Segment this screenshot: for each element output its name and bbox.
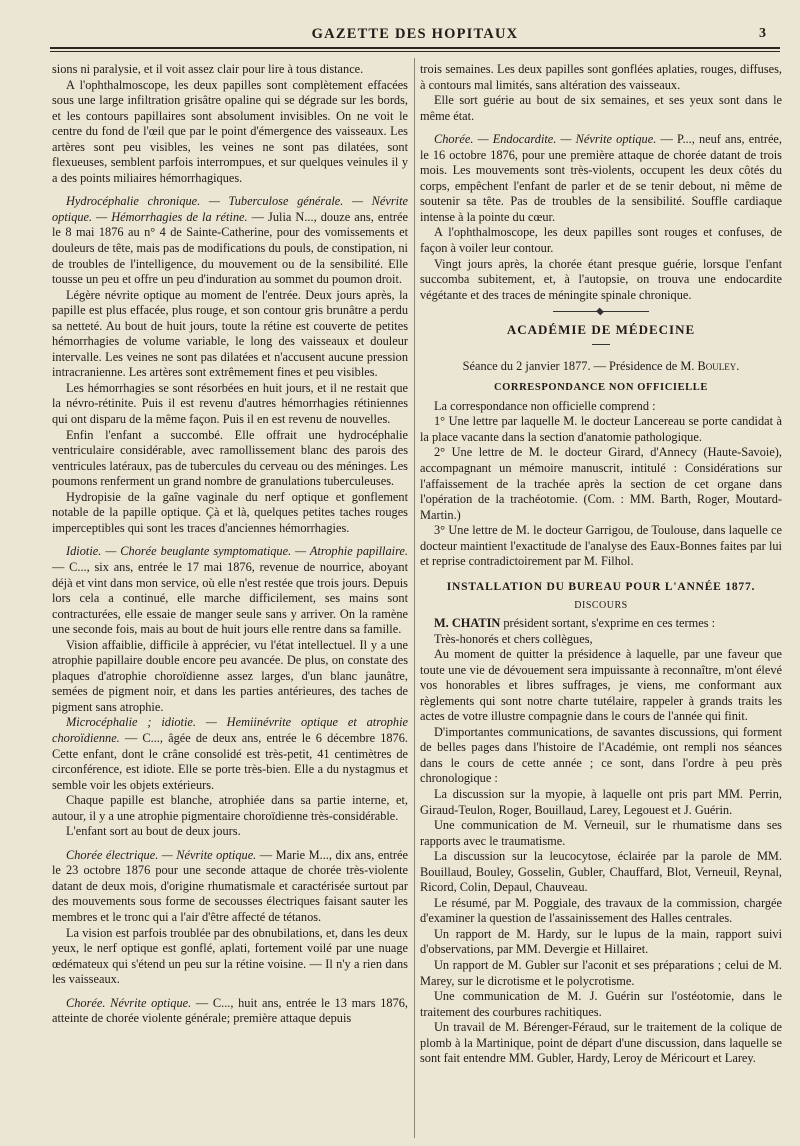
paragraph-text: La vision est parfois troublée par des obnubilations, et, dans les deux yeux, le nerf optique est gonflé, aplati, fortement voilé par une nuage œdémateux qui s'étend un peu sur la rétine voisine. — Il n'y a rien dans les vaisseaux.	[52, 925, 408, 987]
case-heading: Hydrocéphalie chronique. — Tuberculose générale. — Névrite optique. — Hémorrhagies de la rétine.	[52, 194, 408, 224]
paragraph-text: Au moment de quitter la présidence à laquelle, par une faveur que toute une vie de dévouement sera impuissante à reconnaître, m'ont élevé vos honorables et libres suffrages, je viens, me conformant aux règlements qui sont notre charte tutélaire, rappeler à grands traits les actes de votre illustre compagnie dans le cours de l'année qui finit.	[420, 647, 782, 724]
paragraph-text: Le résumé, par M. Poggiale, des travaux de la commission, chargée d'examiner la question de l'assainissement des Halles centrales.	[420, 895, 782, 926]
correspondance-heading: CORRESPONDANCE NON OFFICIELLE	[493, 382, 708, 394]
paragraph	[420, 257, 782, 304]
paragraph-text: sions ni paralysie, et il voit assez clair pour lire à tous distance.	[52, 62, 364, 76]
paragraph-text: Vision affaiblie, difficile à apprécier, vu l'état intellectuel. Il y a une atrophie papillaire double encore peu avancée. De plus, on constate des plaques d'atrophie choroïdienne assez larges, d'un blanc jaunâtre, semées de pigment noir, et dans les parties antérieures, des taches de pigment sans atrophie.	[52, 637, 408, 714]
paragraph-text: Un travail de M. Bérenger-Féraud, sur le traitement de la colique de plomb à la Martinique, point de départ d'une discussion, dans laquelle se sont fait entendre MM. Gubler, Hardy, Leroy de Méricourt et Larey.	[420, 1020, 782, 1066]
paragraph	[420, 818, 782, 849]
paragraph-text: Enfin l'enfant a succombé. Elle offrait une hydrocéphalie ventriculaire considérable, avec ramollissement blanc des parois des ventricules latéraux, pas de tubercules du cerveau ou des méninges. Les poumons renferment un grand nombre de granulations tuberculeuses.	[52, 427, 408, 489]
paragraph	[420, 1020, 782, 1067]
paragraph-text: — C..., six ans, entrée le 17 mai 1876, revenue de nourrice, aboyant déjà et vint dans mon service, où elle n'est restée que trois jours. Depuis lors cela a continué, elle marche difficilement, ses mains sont contracturées, elle essaie de manger seule sans y arriver. On la ramène une seconde fois, mais au bout de huit jours elle rentre dans sa famille.	[52, 559, 408, 637]
paragraph-text: — C..., âgée de deux ans, entrée le 6 décembre 1876. Cette enfant, dont le crâne consolidé est très-petit, 41 centimètres de circonférence, est idiote. Elle se porte très-bien. Elle a du nystagmus et semble voir les objets extérieurs.	[52, 730, 408, 792]
paragraph-text: 3° Une lettre de M. le docteur Garrigou, de Toulouse, dans laquelle ce docteur maintient l'exactitude de l'analyse des Eaux-Bonnes faites par lui et reprise contradictoirement par M. Filhol.	[420, 523, 782, 569]
paragraph	[52, 428, 408, 490]
correspondance-list	[420, 399, 782, 570]
paragraph-text: 1° Une lettre par laquelle M. le docteur Lancereau se porte candidat à la place vacante dans la section d'anatomie pathologique.	[420, 414, 782, 444]
paragraph-text: Un rapport de M. Hardy, sur le lupus de la main, rapport suivi d'observations, par MM. Devergie et Hillairet.	[420, 926, 782, 957]
left-column	[52, 62, 408, 1142]
paragraph-text: président sortant, s'exprime en ces termes :	[500, 615, 716, 630]
paragraph-text: — Julia N..., douze ans, entrée le 8 mai 1876 au n° 4 de Sainte-Catherine, pour des vomissements et douleurs de tête, mais pas de modifications du pouls, de constipation, ni de troubles de l'intelligence, du mouvement ou de la sensibilité. Elle tousse un peu et offre un peu d'induration au sommet du poumon droit.	[52, 209, 408, 287]
paragraph	[52, 288, 408, 381]
paragraph-text: Une communication de M. Verneuil, sur le rhumatisme dans ses rapports avec le traumatisme.	[420, 818, 782, 848]
paragraph	[420, 225, 782, 256]
newspaper-title: GAZETTE DES HOPITAUX	[311, 26, 519, 42]
page-number: 3	[759, 26, 766, 41]
paragraph-text: Une communication de M. J. Guérin sur l'ostéotomie, dans le traitement des courbures rachitiques.	[420, 989, 782, 1019]
paragraph-text: — P..., neuf ans, entrée, le 16 octobre 1876, pour une première attaque de chorée datant de trois mois. Les mouvements sont très-violents, occupent les deux côtés du corps, empêchent l'enfant de parler et de se tenir debout, ni même de soutenir sa tête. Pas de troubles de la sensibilité. Souffle cardiaque intense à la pointe du cœur.	[420, 132, 782, 224]
paragraph	[420, 62, 782, 93]
paragraph	[420, 787, 782, 818]
paragraph-text: L'enfant sort au bout de deux jours.	[66, 824, 241, 839]
paragraph-text: A l'ophthalmoscope, les deux papilles sont complètement effacées sous une large infiltration grisâtre opaline qui se dégrade sur les bords, et les contours papillaires sont absolument invisibles. On ne voit le centre du fond de l'œil que par le point d'émergence des vaisseaux. Les artères sont peu visibles, les veines ne sont pas dilatées, sont flexueuses, semblent parfois interrompues, et sur quelques veinules il y a des points miliaires hémorrhagiques.	[52, 77, 408, 185]
paragraph	[52, 848, 408, 926]
section-title-academie: ACADÉMIE DE MÉDECINE	[506, 322, 696, 338]
paragraph	[420, 958, 782, 989]
title-dash	[592, 344, 610, 345]
paragraph	[52, 715, 408, 793]
paragraph	[52, 793, 408, 824]
case-heading: Chorée électrique. — Névrite optique.	[66, 847, 257, 862]
paragraph-text: — Marie M..., dix ans, entrée le 23 octobre 1876 pour une seconde attaque de chorée très-violente datant de deux mois, d'origine rhumatismale et caractérisée surtout par des mouvements sous forme de secousses électriques faisant sauter les membres et le tronc qui a l'air d'être affecté de tétanos.	[52, 847, 408, 924]
president-name: Bouley	[697, 358, 737, 373]
paragraph	[52, 381, 408, 428]
paragraph	[52, 78, 408, 187]
installation-heading: INSTALLATION DU BUREAU POUR L'ANNÉE 1877.	[446, 580, 756, 593]
paragraph	[420, 896, 782, 927]
paragraph	[52, 194, 408, 287]
paragraph-text: La correspondance non officielle comprend :	[434, 398, 656, 413]
paragraph-text: La discussion sur la leucocytose, éclairée par la parole de MM. Bouillaud, Bouley, Gosselin, Gubler, Chauffard, Blot, Verneuil, Reynal, Ricord, Colin, Depaul, Chauveau.	[420, 849, 782, 895]
paragraph	[420, 647, 782, 725]
right-column	[420, 62, 782, 1142]
paragraph	[420, 132, 782, 225]
paragraph	[420, 989, 782, 1020]
seance-line: Séance du 2 janvier 1877. — Présidence de M. Bouley.	[462, 358, 740, 373]
paragraph	[52, 926, 408, 988]
discours-heading: DISCOURS	[574, 600, 628, 612]
paragraph-text: Un rapport de M. Gubler sur l'aconit et ses préparations ; celui de M. Marey, sur le dicrotisme et le polycrotisme.	[420, 957, 782, 988]
paragraph	[52, 638, 408, 716]
paragraph	[420, 445, 782, 523]
paragraph-text: Vingt jours après, la chorée étant presque guérie, lorsque l'enfant succomba subitement, et, à l'autopsie, on trouva une endocardite végétante et des traces de méningite spinale chronique.	[420, 256, 782, 302]
paragraph-text: Hydropisie de la gaîne vaginale du nerf optique et gonflement notable de la papille optique. Çà et là, quelques petites taches rouges imperceptibles qui sont les traces d'anciennes hémorrhagies.	[52, 489, 408, 535]
paragraph	[420, 927, 782, 958]
case-heading: Idiotie. — Chorée beuglante symptomatique. — Atrophie papillaire.	[66, 544, 408, 559]
paragraph	[52, 996, 408, 1027]
paragraph	[420, 725, 782, 787]
paragraph-text: — C..., huit ans, entrée le 13 mars 1876, atteinte de chorée violente générale; première attaque depuis	[52, 995, 408, 1026]
paragraph-text: trois semaines. Les deux papilles sont gonflées aplaties, rouges, diffuses, à contours mal limités, sans altération des vaisseaux.	[420, 62, 782, 92]
paragraph	[420, 523, 782, 570]
paragraph	[420, 632, 782, 648]
paragraph	[52, 544, 408, 637]
paragraph-text: Elle sort guérie au bout de six semaines, et ses yeux sont dans le même état.	[420, 93, 782, 123]
column-divider	[414, 58, 415, 1138]
paragraph-text: Les hémorrhagies se sont résorbées en huit jours, et il ne restait que la névro-rétinite. Puis il est revenu d'autres hémorrhagies rétiniennes qui ont disparu de la même façon. Puis il en est revenu de nouvelles.	[52, 380, 408, 427]
paragraph-text: A l'ophthalmoscope, les deux papilles sont rouges et confuses, de façon à voiler leur contour.	[420, 225, 782, 256]
speaker-name: M. CHATIN	[434, 615, 501, 630]
case-heading: Chorée. — Endocardite. — Névrite optique.	[434, 132, 657, 147]
seance-text: Séance du 2 janvier 1877. — Présidence de M.	[462, 358, 698, 373]
paragraph-text: 2° Une lettre de M. le docteur Girard, d'Annecy (Haute-Savoie), accompagnant un mémoire manuscrit, intitulé : Considérations sur l'affaissement de la trachée après la section de cet organe dans l'opération de la trachéotomie. (Com. : MM. Barth, Roger, Moutard-Martin.)	[420, 445, 782, 522]
paragraph	[420, 414, 782, 445]
case-heading: Microcéphalie ; idiotie. — Hemiinévrite optique et atrophie choroïdienne.	[52, 715, 408, 745]
case-reports-continued	[420, 62, 782, 303]
speech-text	[420, 616, 782, 1067]
paragraph	[52, 62, 408, 78]
paragraph	[420, 849, 782, 896]
paragraph-text: La discussion sur la myopie, à laquelle ont pris part MM. Perrin, Giraud-Teulon, Roger, Bouillaud, Larey, Legouest et J. Guérin.	[420, 786, 782, 817]
paragraph	[420, 399, 782, 415]
section-separator	[553, 311, 649, 312]
paragraph-text: Chaque papille est blanche, atrophiée dans sa partie interne, et, autour, il y a une atrophie pigmentaire choroïdienne très-considérable.	[52, 793, 408, 823]
paragraph-text: Très-honorés et chers collègues,	[434, 631, 593, 646]
paragraph	[420, 93, 782, 124]
page-header	[50, 24, 780, 44]
paragraph	[52, 490, 408, 537]
header-rule	[50, 47, 780, 49]
header-rule-thin	[50, 51, 780, 52]
case-heading: Chorée. Névrite optique.	[66, 995, 192, 1010]
speech-intro	[420, 616, 782, 632]
paragraph-text: D'importantes communications, de savantes discussions, qui forment de belles pages dans l'histoire de l'Académie, ont rempli nos séances dans le cours de cette année ; ce sont, dans l'ordre à peu près chronologique :	[420, 724, 782, 786]
paragraph	[52, 824, 408, 840]
paragraph-text: Légère névrite optique au moment de l'entrée. Deux jours après, la papille est plus effacée, plus rouge, et son contour gris brunâtre a perdu sa netteté. Au bout de huit jours, toute la rétine est couverte de petites hémorrhagies de volume variable, le long des vaisseaux et douleur intervalle. Les veines ne sont pas dilatées et n'accusent aucune pression intracranienne. Les artères sont extrêmement fines et peu visibles.	[52, 287, 408, 380]
